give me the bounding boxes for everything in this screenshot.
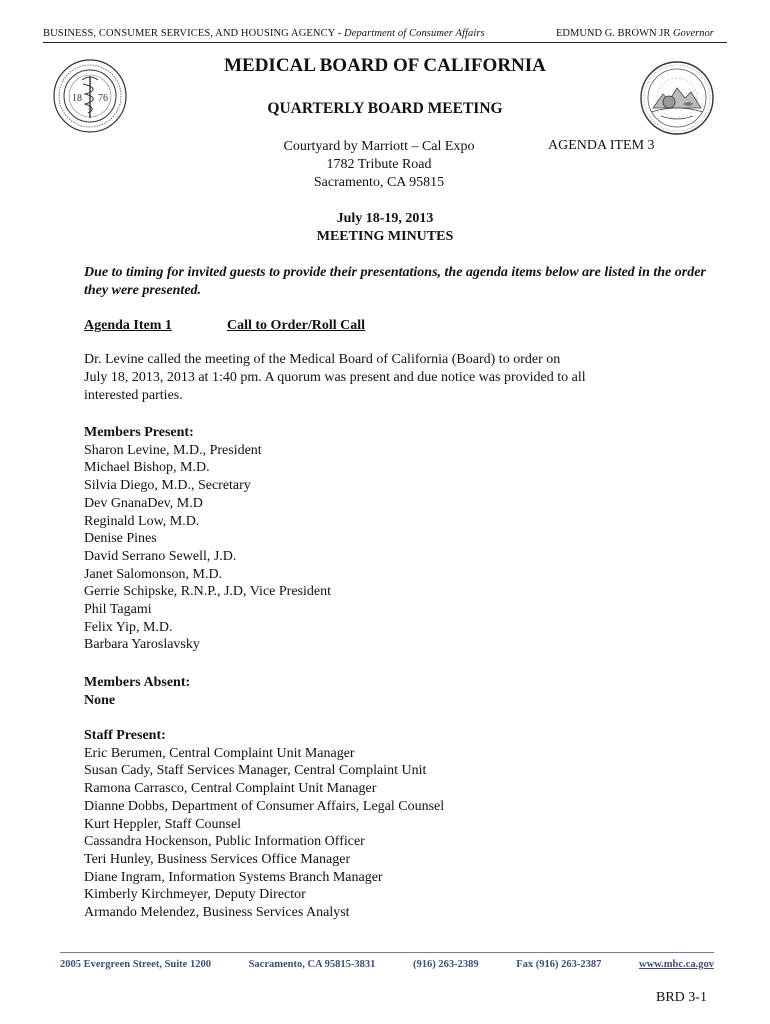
meeting-date-block xyxy=(0,210,770,246)
meeting-subtitle: QUARTERLY BOARD MEETING xyxy=(267,100,503,117)
member-name: Felix Yip, M.D. xyxy=(84,619,173,635)
agency-header: BUSINESS, CONSUMER SERVICES, AND HOUSING AGENCY - Department of Consumer Affairs xyxy=(43,28,485,39)
seal-year-right: 76 xyxy=(98,93,108,104)
meeting-location xyxy=(240,138,518,192)
location-line: Sacramento, CA 95815 xyxy=(313,175,445,190)
member-name: David Serrano Sewell, J.D. xyxy=(84,548,237,564)
staff-present-section xyxy=(84,727,444,922)
staff-name: Armando Melendez, Business Services Analyst xyxy=(84,905,350,921)
footer-city: Sacramento, CA 95815-3831 xyxy=(248,959,376,970)
member-name: Sharon Levine, M.D., President xyxy=(84,442,262,458)
footer-fax: Fax (916) 263-2387 xyxy=(516,959,602,970)
members-absent-value: None xyxy=(84,692,116,708)
board-title: MEDICAL BOARD OF CALIFORNIA xyxy=(224,55,546,76)
footer-website-link[interactable]: www.mbc.ca.gov xyxy=(639,959,714,970)
location-line: Courtyard by Marriott – Cal Expo xyxy=(283,139,475,154)
staff-name: Kimberly Kirchmeyer, Deputy Director xyxy=(84,887,306,903)
meeting-date: July 18-19, 2013 xyxy=(336,211,434,226)
member-name: Barbara Yaroslavsky xyxy=(84,637,200,653)
member-name: Michael Bishop, M.D. xyxy=(84,460,210,476)
member-name: Reginald Low, M.D. xyxy=(84,513,200,529)
agenda-item-number: Agenda Item 1 xyxy=(84,318,172,333)
members-absent-heading: Members Absent: xyxy=(84,675,191,690)
paragraph-line: July 18, 2013, 2013 at 1:40 pm. A quorum was present and due notice was provided to all xyxy=(84,370,586,385)
member-name: Janet Salomonson, M.D. xyxy=(84,566,223,582)
governor-title: Governor xyxy=(672,28,714,39)
staff-name: Ramona Carrasco, Central Complaint Unit Manager xyxy=(84,781,377,797)
seal-year-left: 18 xyxy=(72,93,82,104)
footer-address: 2005 Evergreen Street, Suite 1200 xyxy=(60,959,211,970)
staff-name: Cassandra Hockenson, Public Information Officer xyxy=(84,834,365,850)
governor-header xyxy=(556,28,714,39)
member-name: Denise Pines xyxy=(84,531,157,547)
paragraph-line: Dr. Levine called the meeting of the Medical Board of California (Board) to order on xyxy=(84,352,561,367)
call-to-order-paragraph xyxy=(84,351,704,405)
intro-note: Due to timing for invited guests to provide their presentations, the agenda items below are listed in the order they were presented. xyxy=(84,265,706,298)
members-absent-section xyxy=(84,674,190,709)
agency-name: BUSINESS, CONSUMER SERVICES, AND HOUSING AGENCY xyxy=(43,28,335,39)
staff-name: Teri Hunley, Business Services Office Manager xyxy=(84,851,351,867)
staff-name: Susan Cady, Staff Services Manager, Central Complaint Unit xyxy=(84,763,427,779)
governor-name: EDMUND G. BROWN JR xyxy=(556,28,671,39)
member-name: Silvia Diego, M.D., Secretary xyxy=(84,478,251,494)
members-present-section xyxy=(84,424,331,654)
location-line: 1782 Tribute Road xyxy=(326,157,432,172)
agenda-item-title: Call to Order/Roll Call xyxy=(227,318,366,333)
staff-name: Dianne Dobbs, Department of Consumer Affairs, Legal Counsel xyxy=(84,798,445,814)
minutes-label: MEETING MINUTES xyxy=(316,229,454,244)
page-number: BRD 3-1 xyxy=(656,990,707,1005)
members-present-heading: Members Present: xyxy=(84,425,194,440)
department-name: Department of Consumer Affairs xyxy=(344,28,485,39)
member-name: Gerrie Schipske, R.N.P., J.D, Vice President xyxy=(84,584,331,600)
staff-name: Kurt Heppler, Staff Counsel xyxy=(84,816,242,832)
footer-phone: (916) 263-2389 xyxy=(413,959,479,970)
staff-present-heading: Staff Present: xyxy=(84,728,166,743)
header-divider xyxy=(43,42,727,43)
footer-contact-bar xyxy=(60,959,714,970)
member-name: Dev GnanaDev, M.D xyxy=(84,495,203,511)
agenda-item-tag: AGENDA ITEM 3 xyxy=(548,138,655,153)
staff-name: Diane Ingram, Information Systems Branch Manager xyxy=(84,869,383,885)
member-name: Phil Tagami xyxy=(84,602,152,618)
paragraph-line: interested parties. xyxy=(84,388,183,403)
staff-name: Eric Berumen, Central Complaint Unit Manager xyxy=(84,745,355,761)
footer-divider xyxy=(60,952,714,953)
